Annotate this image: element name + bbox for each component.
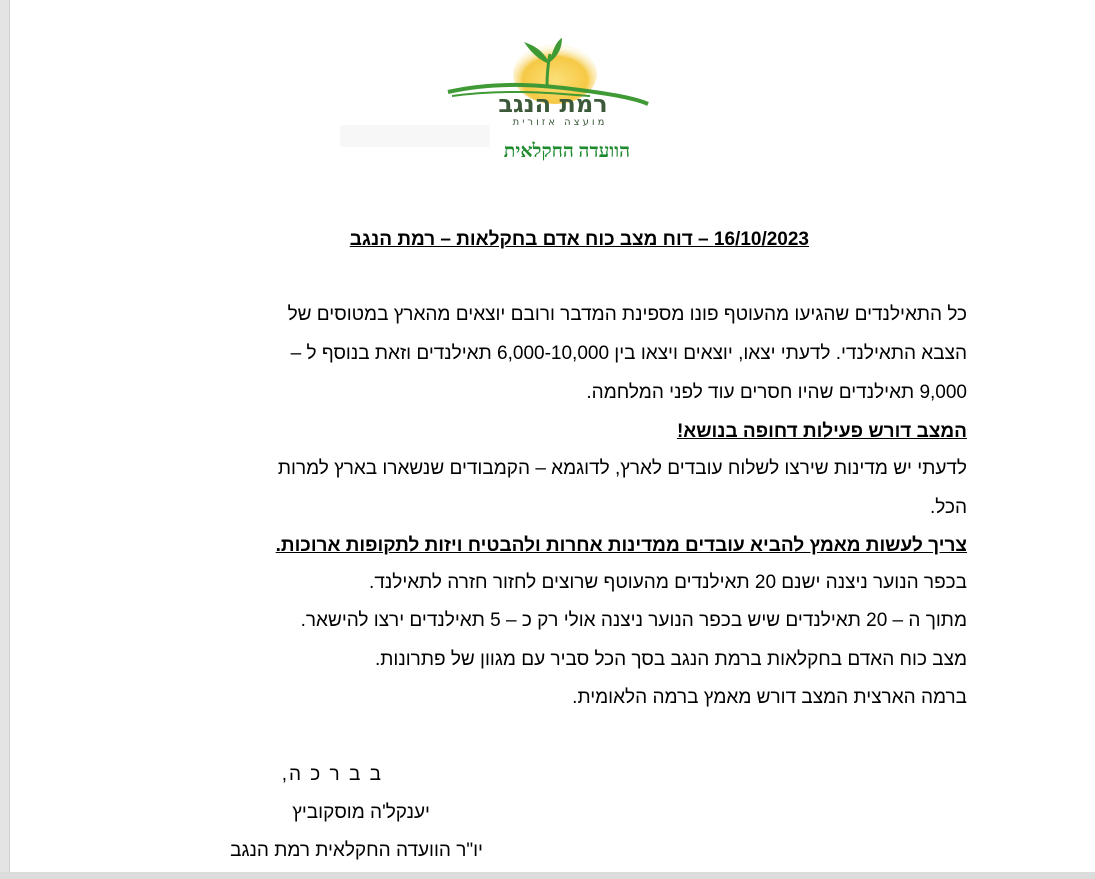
window-bottom-edge	[0, 872, 1095, 879]
committee-name: הוועדה החקלאית	[503, 141, 630, 162]
body-line: בכפר הנוער ניצנה ישנם 20 תאילנדים מהעוטף שרוצים לחזור חזרה לתאילנד.	[369, 572, 967, 593]
signature-name: יענקל'ה מוסקוביץ	[292, 802, 430, 823]
document-title: 16/10/2023 – דוח מצב כוח אדם בחקלאות – רמת הנגב	[349, 229, 809, 250]
body-line: מצב כוח האדם בחקלאות ברמת הנגב בסך הכל סביר עם מגוון של פתרונות.	[375, 649, 967, 670]
body-line: ברמה הארצית המצב דורש מאמץ ברמה הלאומית.	[572, 687, 967, 708]
section-heading: המצב דורש פעילות דחופה בנושא!	[676, 421, 967, 442]
body-line: כל התאילנדים שהגיעו מהעוטף פונו מספינת המדבר ורובם יוצאים מהארץ במטוסים של	[287, 304, 967, 325]
body-line: הכל.	[930, 497, 967, 518]
logo-name: רמת הנגב	[498, 90, 608, 118]
signature-greeting: ב ב ר כ ה,	[281, 764, 383, 785]
window-left-edge	[0, 0, 10, 879]
body-line: לדעתי יש מדינות שירצו לשלוח עובדים לארץ, לדוגמא – הקמבודים שנשארו בארץ למרות	[277, 458, 967, 479]
body-line: הצבא התאילנדי. לדעתי יצאו, יוצאים ויצאו בין 6,000-10,000 תאילנדים וזאת בנוסף ל –	[290, 343, 967, 364]
section-heading: צריך לעשות מאמץ להביא עובדים ממדינות אחרות ולהבטיח ויזות לתקופות ארוכות.	[275, 535, 967, 556]
body-line: 9,000 תאילנדים שהיו חסרים עוד לפני המלחמה.	[586, 382, 967, 403]
logo-subtitle: מועצה אזורית	[512, 117, 608, 128]
body-line: מתוך ה – 20 תאילנדים שיש בכפר הנוער ניצנה אולי רק כ – 5 תאילנדים ירצו להישאר.	[300, 610, 967, 631]
signature-role: יו"ר הוועדה החקלאית רמת הנגב	[230, 840, 483, 861]
